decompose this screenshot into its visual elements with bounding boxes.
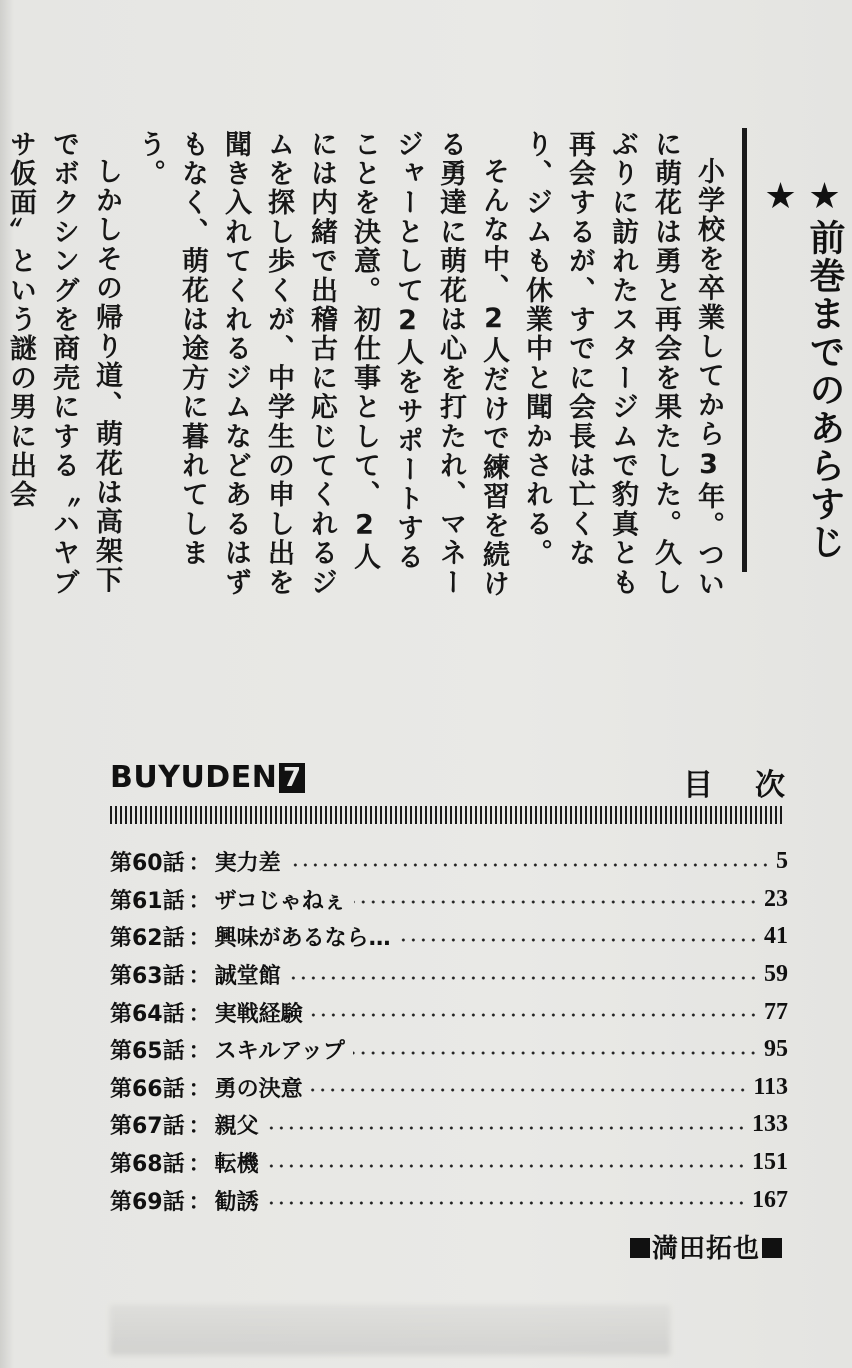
chapter-page: 113 <box>753 1073 788 1100</box>
toc-list <box>110 843 788 1219</box>
toc-entry[interactable]: 第69話 ： 勧誘 167 <box>110 1186 788 1215</box>
toc-label: 目次 <box>683 768 827 803</box>
square-mark <box>630 1238 650 1258</box>
chapter-number: 第60話 <box>110 851 185 877</box>
chapter-title: 興味があるなら… <box>214 926 391 952</box>
chapter-number: 第69話 <box>110 1189 185 1215</box>
chapter-number: 第67話 <box>110 1114 185 1140</box>
toc-entry[interactable]: 第64話 ： 実戦経験 77 <box>110 998 788 1027</box>
toc-entry[interactable]: 第61話 ： ザコじゃねぇ 23 <box>110 885 788 914</box>
toc-divider <box>110 806 785 824</box>
volume-number: 7 <box>279 763 305 793</box>
leader-dots <box>289 863 770 867</box>
chapter-page: 95 <box>764 1036 788 1063</box>
leader-dots <box>311 1088 748 1092</box>
square-mark <box>762 1238 782 1258</box>
leader-dots <box>267 1126 746 1130</box>
chapter-page: 151 <box>752 1149 788 1176</box>
chapter-page: 167 <box>752 1186 788 1213</box>
chapter-title: ザコじゃねぇ <box>214 888 346 914</box>
chapter-number: 第64話 <box>110 1001 185 1027</box>
toc-entry[interactable]: 第68話 ： 転機 151 <box>110 1149 788 1178</box>
leader-dots <box>311 1013 758 1017</box>
chapter-title: 勧誘 <box>214 1189 259 1215</box>
synopsis-heading: ★前巻までのあらすじ★ <box>760 176 845 561</box>
chapter-page: 5 <box>776 848 788 875</box>
toc-entry[interactable]: 第60話 ： 実力差 5 <box>110 848 788 877</box>
chapter-number: 第63話 <box>110 964 185 990</box>
show-through-shadow <box>110 1305 670 1355</box>
leader-dots <box>267 1164 746 1168</box>
chapter-number: 第65話 <box>110 1039 185 1065</box>
series-title <box>110 760 305 795</box>
chapter-page: 133 <box>752 1111 788 1138</box>
leader-dots <box>353 1051 758 1055</box>
leader-dots <box>354 900 758 904</box>
chapter-number: 第61話 <box>110 888 185 914</box>
chapter-number: 第68話 <box>110 1152 185 1178</box>
chapter-title: 誠堂館 <box>214 964 281 990</box>
synopsis-paragraph-3: しかしその帰り道、萌花は高架下でボクシングを商売にする〝ハヤブサ仮面〟という謎の男に出会 <box>5 130 122 598</box>
chapter-page: 23 <box>764 885 788 912</box>
chapter-page: 77 <box>764 998 788 1025</box>
toc-entry[interactable]: 第66話 ： 勇の決意 113 <box>110 1073 788 1102</box>
chapter-number: 第66話 <box>110 1076 185 1102</box>
series-name: BUYUDEN <box>110 760 278 795</box>
chapter-title: スキルアップ <box>214 1039 345 1065</box>
chapter-number: 第62話 <box>110 926 185 952</box>
chapter-title: 実力差 <box>214 851 281 877</box>
toc-entry[interactable]: 第65話 ： スキルアップ 95 <box>110 1036 788 1065</box>
heading-rule <box>742 128 747 572</box>
synopsis-paragraph-1: 小学校を卒業してから3年。ついに萌花は勇と再会を果たした。久しぶりに訪れたスタージムで豹真とも再会するが、すでに会長は亡くなり、ジムも休業中と聞かされる。 <box>521 130 724 599</box>
chapter-title: 実戦経験 <box>214 1001 303 1027</box>
toc-entry[interactable]: 第67話 ： 親父 133 <box>110 1111 788 1140</box>
chapter-title: 転機 <box>214 1152 259 1178</box>
leader-dots <box>267 1201 746 1205</box>
toc-entry[interactable]: 第62話 ： 興味があるなら… 41 <box>110 923 788 952</box>
chapter-page: 59 <box>764 961 788 988</box>
chapter-title: 親父 <box>214 1114 259 1140</box>
leader-dots <box>289 976 758 980</box>
toc-header <box>110 760 827 803</box>
chapter-title: 勇の決意 <box>214 1076 303 1102</box>
synopsis-paragraph-2: そんな中、2人だけで練習を続ける勇達に萌花は心を打たれ、マネージャーとして2人をサポートすることを決意。初仕事として、2人には内緒で出稽古に応じてくれるジムを探し歩くが、中学生の申し出を聞き入れてくれるジムなどあるはずもなく、萌花は途方に暮れてしまう。 <box>134 130 509 599</box>
chapter-page: 41 <box>764 923 788 950</box>
synopsis-heading-block <box>742 128 845 572</box>
leader-dots <box>399 938 758 942</box>
toc-entry[interactable]: 第63話 ： 誠堂館 59 <box>110 961 788 990</box>
synopsis-text <box>0 130 730 600</box>
author-credit <box>628 1228 784 1265</box>
author-name: 満田拓也 <box>651 1234 760 1264</box>
